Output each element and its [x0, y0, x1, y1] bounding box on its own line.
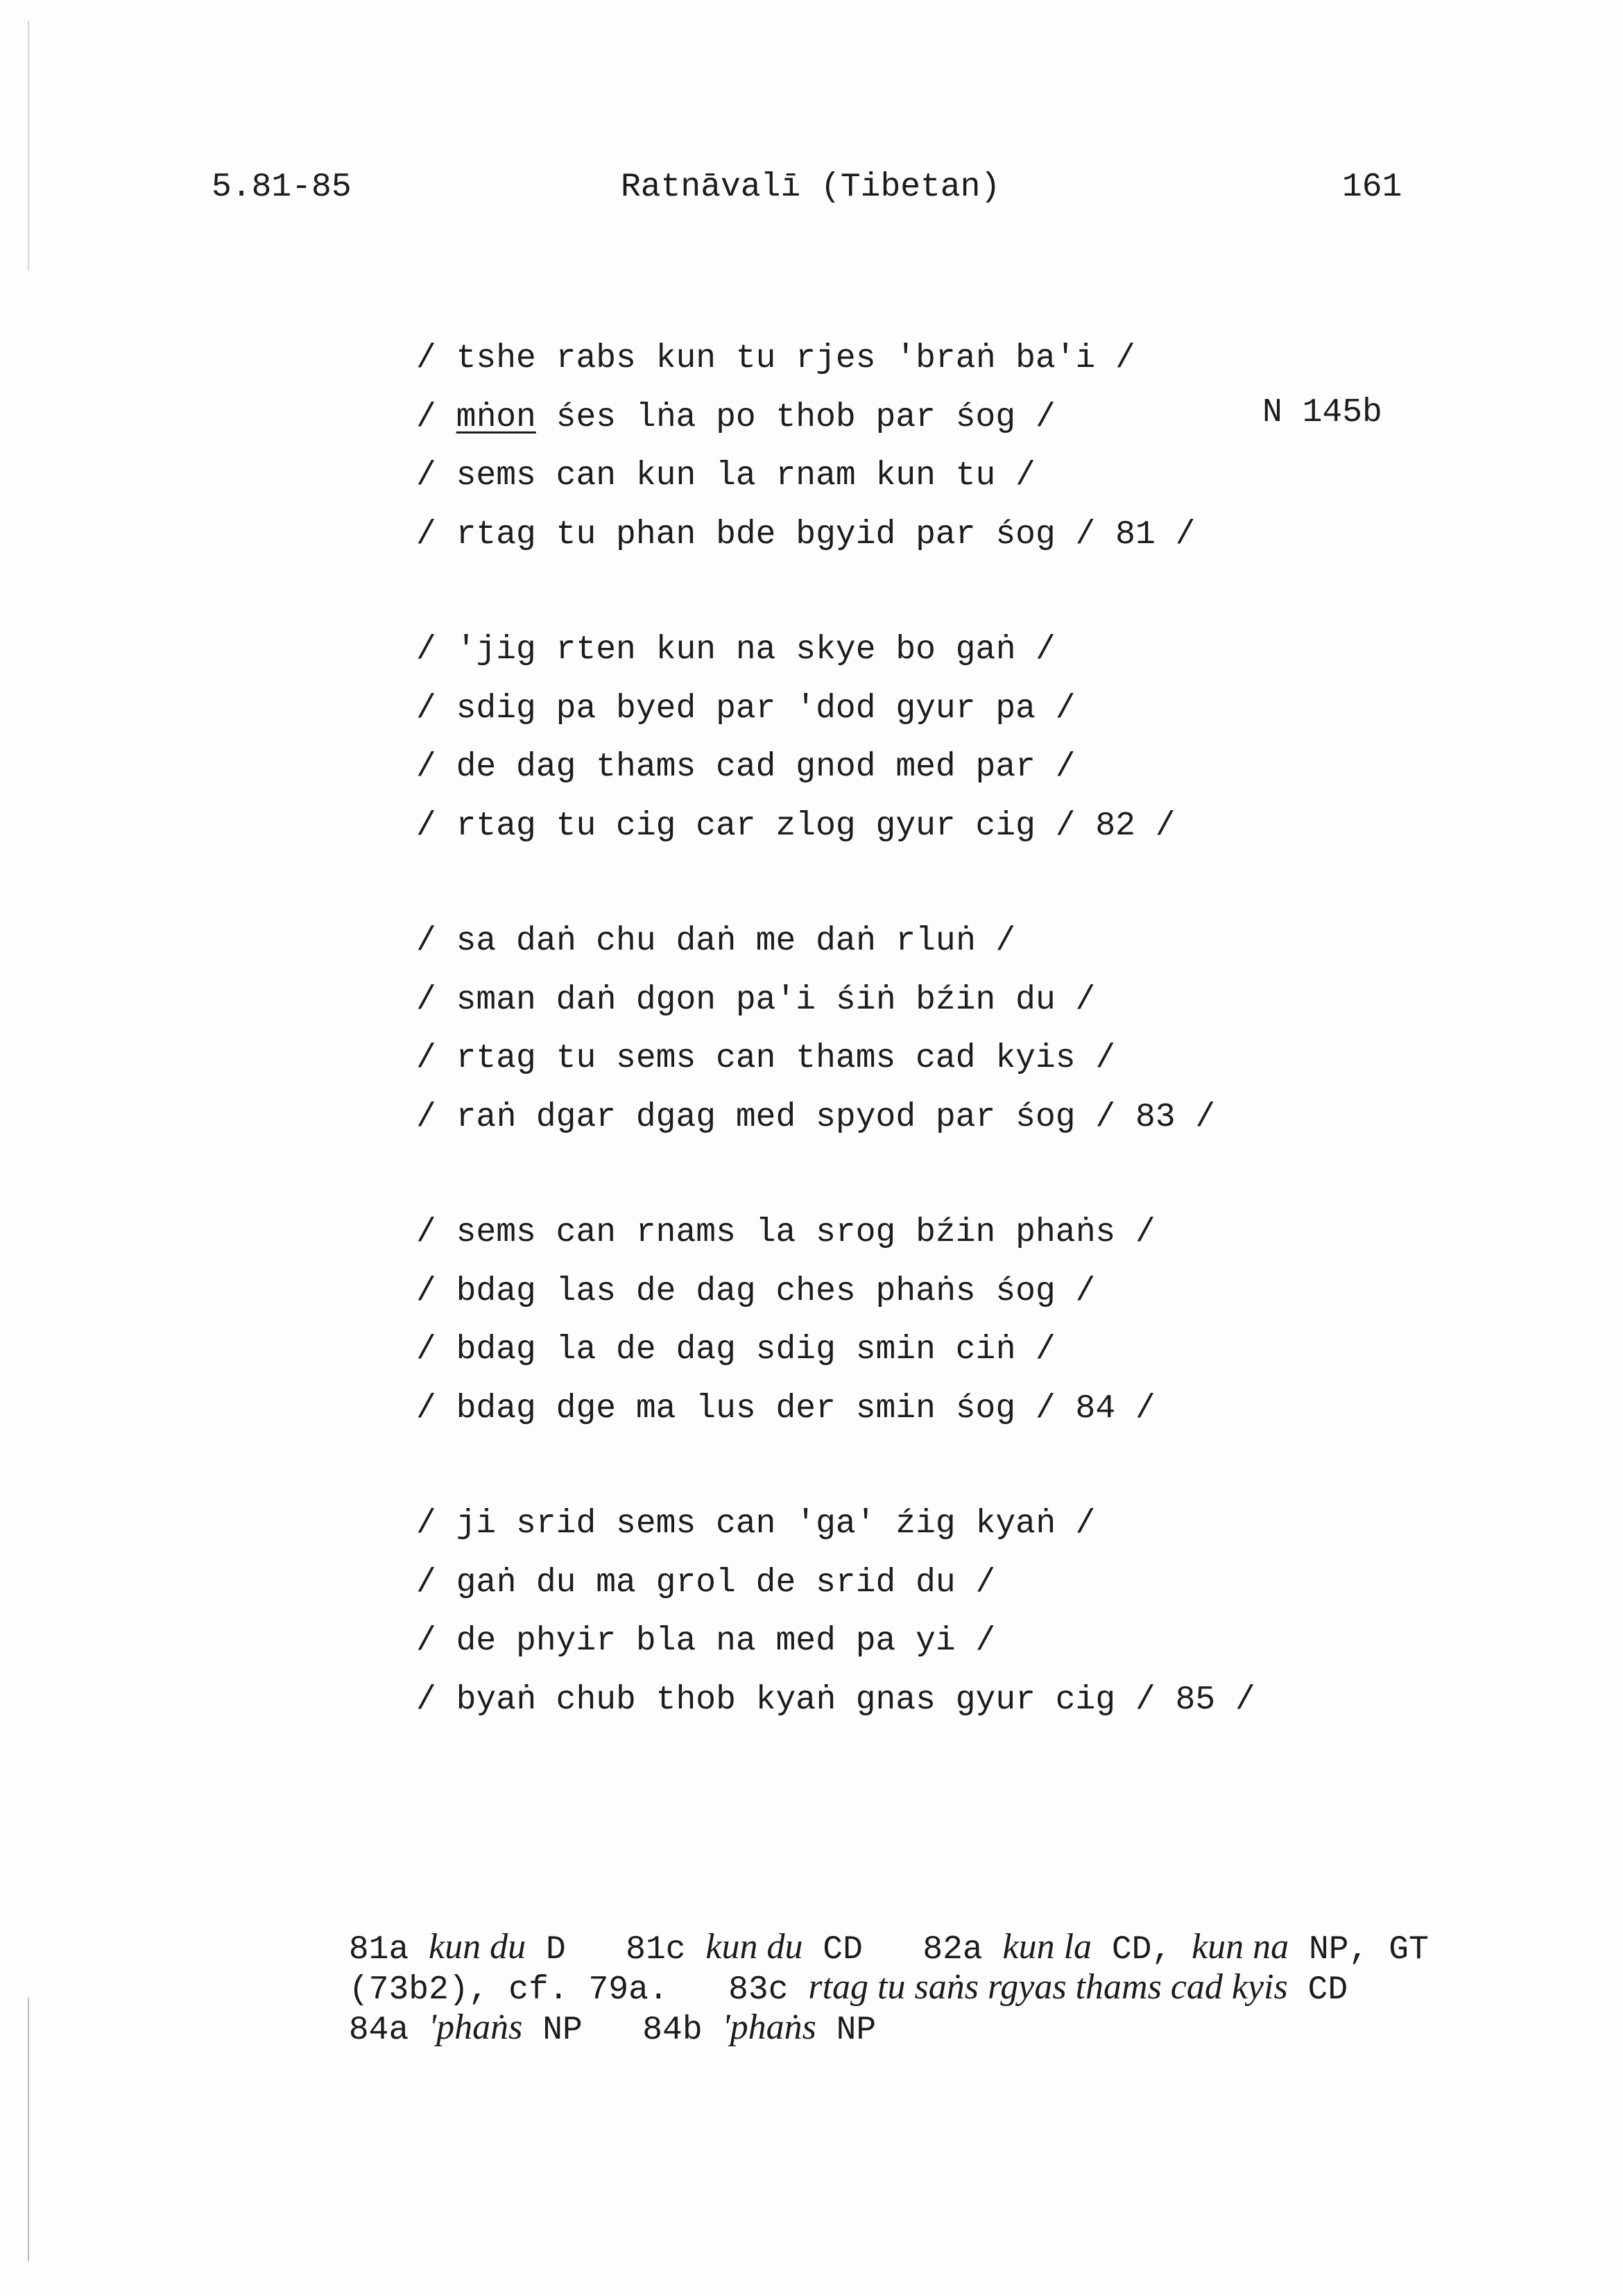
verse-line: / bdag la de dag sdig smin ciṅ /: [416, 1331, 1056, 1369]
note-text: CD 82a: [802, 1931, 1003, 1969]
verse-line: / raṅ dgar dgag med spyod par śog / 83 /: [416, 1098, 1216, 1136]
verse-85: [416, 1495, 1255, 1729]
verse-line: / bdag las de dag ches phaṅs śog /: [416, 1272, 1096, 1310]
verse-line: / sman daṅ dgon pa'i śiṅ bźin du /: [416, 981, 1096, 1019]
verse-83: [416, 912, 1215, 1147]
note-reading: kun na: [1192, 1927, 1289, 1967]
note-reading: 'phaṅs: [429, 2007, 523, 2047]
note-reading: kun du: [429, 1927, 526, 1967]
note-text: D 81c: [526, 1931, 706, 1969]
underlined-word: mṅon: [456, 398, 536, 436]
note-text: NP, GT: [1289, 1931, 1429, 1969]
verse-line: / sdig pa byed par 'dod gyur pa /: [416, 689, 1076, 728]
note-reading: kun la: [1002, 1927, 1092, 1967]
verse-line: / tshe rabs kun tu rjes 'braṅ ba'i /: [416, 340, 1135, 377]
manuscript-folio-reference: N 145b: [1262, 394, 1382, 431]
note-text: CD,: [1092, 1931, 1192, 1969]
verse-line: / 'jig rten kun na skye bo gaṅ /: [416, 631, 1056, 669]
verse-line: / rtag tu cig car zlog gyur cig / 82 /: [416, 807, 1176, 845]
scan-edge-mark: [28, 21, 29, 271]
verse-line: / mṅon śes lṅa po thob par śog /: [416, 398, 1056, 436]
note-text: NP 84b: [522, 2012, 723, 2049]
verse-line: / sems can kun la rnam kun tu /: [416, 457, 1036, 495]
note-text: NP: [816, 2012, 877, 2049]
verse-84: [416, 1203, 1156, 1438]
verse-line: / gaṅ du ma grol de srid du /: [416, 1563, 996, 1602]
verse-line: / rtag tu sems can thams cad kyis /: [416, 1040, 1116, 1077]
note-reading: 'phaṅs: [722, 2007, 816, 2047]
note-line: [229, 1887, 1429, 1969]
verse-line: / rtag tu phan bde bgyid par śog / 81 /: [416, 515, 1196, 554]
verse-line: / ji srid sems can 'ga' źig kyaṅ /: [416, 1505, 1096, 1543]
verse-line-rest: śes lṅa po thob par śog /: [535, 398, 1056, 436]
note-text: CD: [1287, 1971, 1348, 2009]
note-reading: kun du: [705, 1927, 803, 1967]
variant-notes: [229, 1887, 1429, 2049]
verse-line: / byaṅ chub thob kyaṅ gnas gyur cig / 85 /: [416, 1681, 1255, 1719]
page-number: 161: [1342, 169, 1402, 206]
page-title: Ratnāvalī (Tibetan): [621, 169, 1001, 206]
section-reference: 5.81-85: [212, 169, 352, 206]
verse-82: [416, 621, 1176, 855]
scan-edge-mark: [28, 1998, 29, 2261]
verse-81: [416, 329, 1195, 564]
note-text: (73b2), cf. 79a. 83c: [348, 1971, 809, 2009]
verse-line: / de dag thams cad gnod med par /: [416, 748, 1076, 786]
note-reading: rtag tu saṅs rgyas thams cad kyis: [808, 1967, 1288, 2007]
verse-line: / sa daṅ chu daṅ me daṅ rluṅ /: [416, 923, 1016, 960]
verse-line: / sems can rnams la srog bźin phaṅs /: [416, 1214, 1156, 1251]
verse-line: / de phyir bla na med pa yi /: [416, 1622, 996, 1660]
note-text: 84a: [348, 2012, 429, 2049]
note-text: 81a: [348, 1931, 429, 1969]
verse-line: / bdag dge ma lus der smin śog / 84 /: [416, 1389, 1156, 1428]
